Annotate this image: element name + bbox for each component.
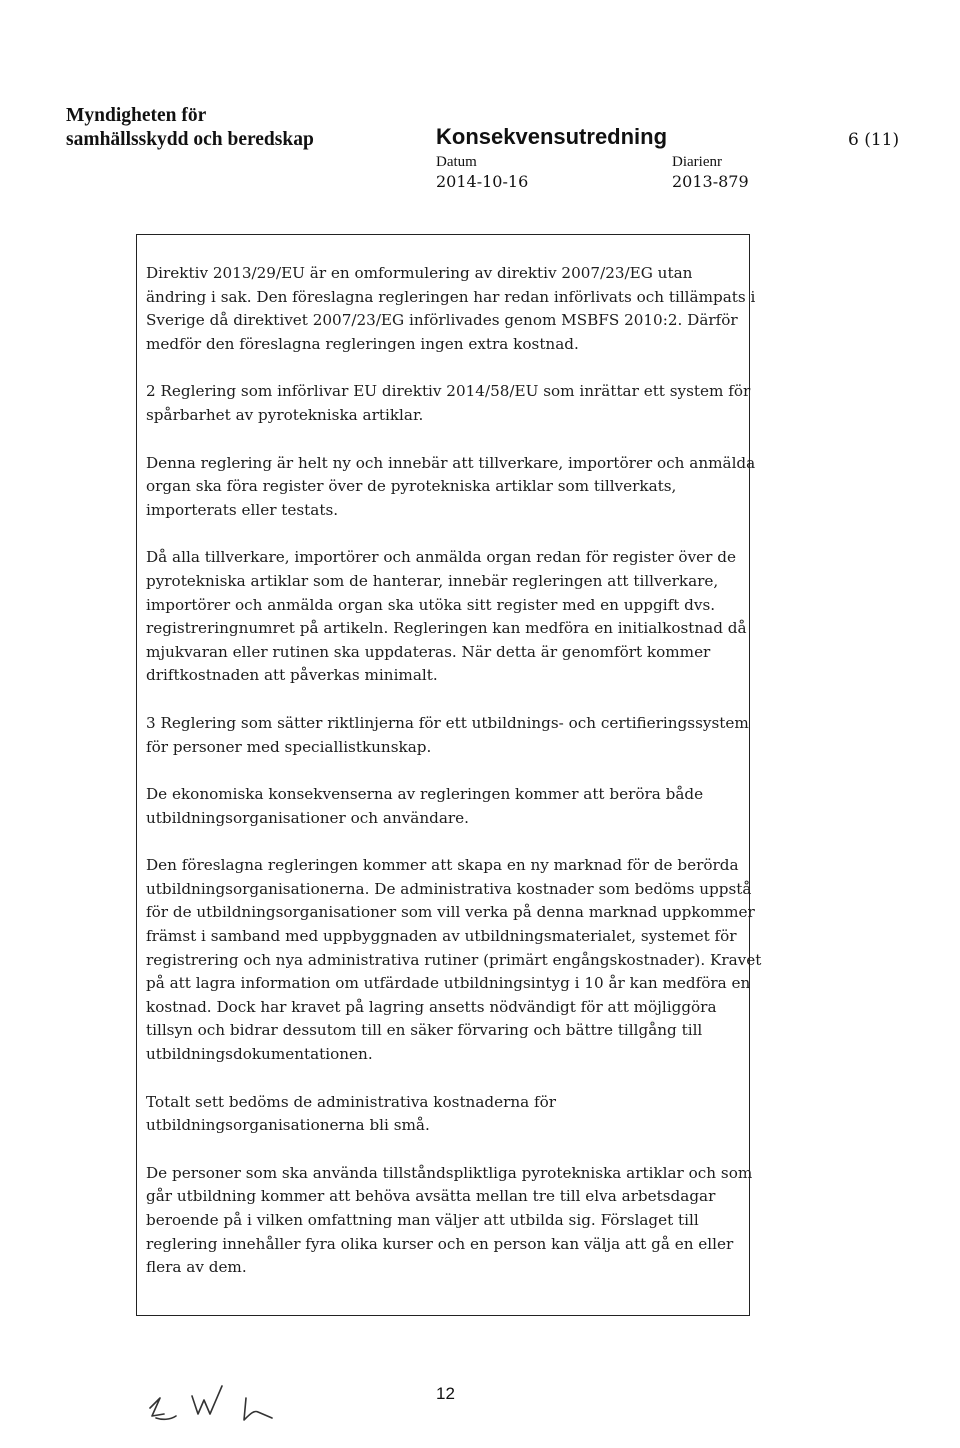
paragraph-line: för personer med speciallistkunskap.	[146, 737, 432, 756]
paragraph-line: medför den föreslagna regleringen ingen extra kostnad.	[146, 334, 579, 353]
body-paragraph	[146, 546, 746, 688]
paragraph-line: på att lagra information om utfärdade utbildningsintyg i 10 år kan medföra en	[146, 974, 751, 993]
paragraph-line: mjukvaran eller rutinen ska uppdateras. När detta är genomfört kommer	[146, 642, 711, 661]
document-type-title: Konsekvensutredning	[436, 124, 668, 149]
paragraph-line: importerats eller testats.	[146, 500, 339, 519]
paragraph-line: registrering och nya administrativa rutiner (primärt engångskostnader). Kravet	[146, 950, 762, 969]
paragraph-line: utbildningsorganisationerna bli små.	[146, 1116, 430, 1135]
paragraph-line: främst i samband med uppbyggnaden av utbildningsmaterialet, systemet för	[146, 927, 737, 946]
organization-line-2: samhällsskydd och beredskap	[66, 129, 314, 150]
body-paragraph	[146, 262, 756, 356]
paragraph-line: De ekonomiska konsekvenserna av regleringen kommer att beröra både	[146, 785, 704, 804]
paragraph-line: utbildningsorganisationer och användare.	[146, 808, 469, 827]
paragraph-line: 2 Reglering som införlivar EU direktiv 2014/58/EU som inrättar ett system för	[146, 382, 751, 401]
paragraph-line: Totalt sett bedöms de administrativa kostnaderna för	[146, 1092, 557, 1111]
handwritten-initials-signature	[142, 1378, 292, 1434]
organization-name	[66, 104, 314, 152]
paragraph-line: Då alla tillverkare, importörer och anmälda organ redan för register över de	[146, 548, 736, 567]
reference-value: 2013-879	[672, 172, 749, 191]
body-paragraph	[146, 1162, 753, 1280]
body-paragraph	[146, 783, 746, 830]
paragraph-line: Den föreslagna regleringen kommer att skapa en ny marknad för de berörda	[146, 856, 739, 875]
paragraph-line: tillsyn och bidrar dessutom till en säker förvaring och bättre tillgång till	[146, 1021, 703, 1040]
organization-line-1: Myndigheten för	[66, 105, 207, 126]
document-body	[146, 262, 762, 1304]
paragraph-line: pyrotekniska artiklar som de hanterar, innebär regleringen att tillverkare,	[146, 571, 719, 590]
paragraph-line: Denna reglering är helt ny och innebär att tillverkare, importörer och anmälda	[146, 453, 756, 472]
paragraph-line: utbildningsdokumentationen.	[146, 1045, 373, 1064]
paragraph-line: beroende på i vilken omfattning man väljer att utbilda sig. Förslaget till	[146, 1211, 699, 1229]
paragraph-line: Direktiv 2013/29/EU är en omformulering av direktiv 2007/23/EG utan	[146, 264, 693, 282]
date-value: 2014-10-16	[436, 172, 529, 191]
paragraph-line: spårbarhet av pyrotekniska artiklar.	[146, 405, 424, 424]
paragraph-line: Sverige då direktivet 2007/23/EG införlivades genom MSBFS 2010:2. Därför	[146, 311, 738, 330]
paragraph-line: 3 Reglering som sätter riktlinjerna för ett utbildnings- och certifieringssystem	[146, 713, 749, 732]
paragraph-line: flera av dem.	[146, 1258, 247, 1277]
footer-page-number: 12	[436, 1384, 455, 1403]
paragraph-line: driftkostnaden att påverkas minimalt.	[146, 666, 438, 685]
paragraph-line: importörer och anmälda organ ska utöka sitt register med en uppgift dvs.	[146, 595, 716, 614]
reference-label: Diarienr	[672, 154, 722, 170]
paragraph-line: De personer som ska använda tillståndspliktliga pyrotekniska artiklar och som	[146, 1163, 753, 1182]
paragraph-line: reglering innehåller fyra olika kurser och en person kan välja att gå en eller	[146, 1234, 734, 1253]
paragraph-line: ändring i sak. Den föreslagna regleringen har redan införlivats och tillämpats i	[146, 287, 756, 306]
body-paragraph	[146, 452, 756, 523]
paragraph-line: går utbildning kommer att behöva avsätta mellan tre till elva arbetsdagar	[146, 1187, 716, 1206]
body-paragraph	[146, 380, 751, 427]
date-label: Datum	[436, 154, 477, 170]
page-indicator: 6 (11)	[848, 130, 900, 150]
paragraph-line: utbildningsorganisationerna. De administrativa kostnader som bedöms uppstå	[146, 879, 752, 898]
body-paragraph	[146, 1091, 746, 1138]
paragraph-line: registreringnumret på artikeln. Regleringen kan medföra en initialkostnad då	[146, 619, 747, 638]
paragraph-line: kostnad. Dock har kravet på lagring ansetts nödvändigt för att möjliggöra	[146, 997, 717, 1016]
body-paragraph	[146, 854, 762, 1066]
body-paragraph	[146, 712, 749, 759]
paragraph-line: för de utbildningsorganisationer som vill verka på denna marknad uppkommer	[146, 903, 755, 922]
paragraph-line: organ ska föra register över de pyrotekniska artiklar som tillverkats,	[146, 477, 677, 496]
